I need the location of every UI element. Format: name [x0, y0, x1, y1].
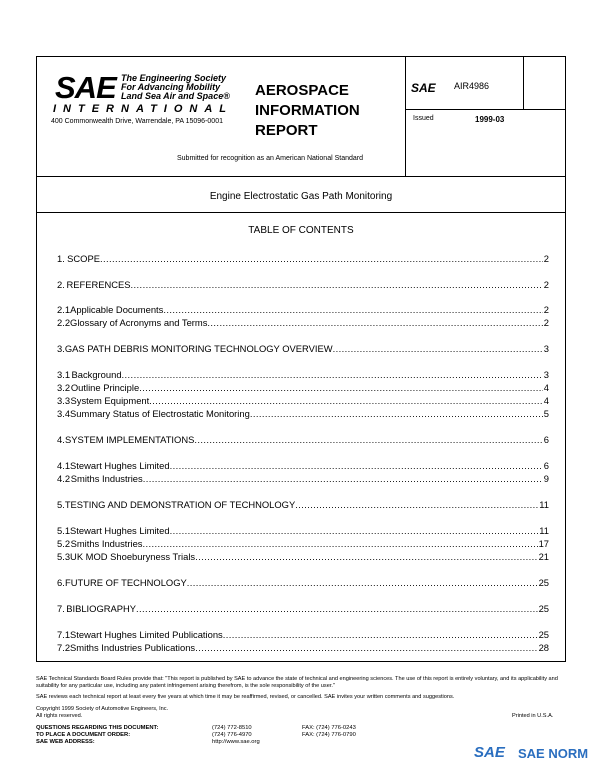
toc-entry[interactable]	[57, 551, 549, 562]
sae-logo: SAE	[55, 70, 116, 105]
toc-heading: TABLE OF CONTENTS	[248, 225, 354, 236]
toc-leader	[250, 408, 543, 419]
toc-entry[interactable]	[57, 253, 549, 264]
toc-number: 7.	[57, 603, 65, 614]
toc-page: 25	[538, 603, 549, 614]
toc-page: 11	[539, 499, 549, 510]
contact-fax: FAX: (724) 776-0243	[302, 725, 356, 731]
toc-title: FUTURE OF TECHNOLOGY	[65, 577, 187, 588]
toc-title: REFERENCES	[66, 279, 131, 290]
document-number: AIR4986	[454, 81, 490, 91]
toc-number: 3.	[57, 343, 65, 354]
divider	[405, 57, 406, 177]
toc-leader	[149, 395, 543, 406]
toc-number: 2.	[57, 279, 65, 290]
toc-title: Outline Principle	[70, 382, 140, 393]
toc-leader	[295, 499, 538, 510]
toc-leader	[122, 369, 543, 380]
toc-leader	[163, 304, 542, 315]
toc-title: Glossary of Acronyms and Terms	[70, 317, 208, 328]
toc-title: GAS PATH DEBRIS MONITORING TECHNOLOGY OVERVIEW	[64, 343, 333, 354]
toc-page: 9	[543, 473, 549, 484]
toc-leader	[170, 460, 543, 471]
contact-phone: (724) 776-4970	[212, 732, 252, 738]
toc-entry[interactable]	[57, 434, 549, 445]
toc-page: 3	[543, 369, 549, 380]
contact-label: TO PLACE A DOCUMENT ORDER:	[36, 732, 131, 738]
web-link[interactable]: http://www.sae.org	[212, 739, 260, 745]
toc-leader	[207, 317, 542, 328]
toc-entry[interactable]	[57, 629, 549, 640]
divider	[405, 109, 565, 110]
toc-page: 4	[543, 382, 549, 393]
toc-leader	[100, 253, 543, 264]
toc-title: System Equipment	[70, 395, 150, 406]
toc-title: Smiths Industries	[70, 473, 143, 484]
toc-entry[interactable]	[57, 642, 549, 653]
toc-leader	[143, 473, 543, 484]
toc-number: 5.3	[57, 551, 71, 562]
review-text: SAE reviews each technical report at least every five years at which time it may be reaffirmed, revised, or cancelled. SAE invites your written comments and suggestions.	[36, 694, 455, 700]
document-title: Engine Electrostatic Gas Path Monitoring	[209, 191, 393, 202]
toc-number: 3.1	[57, 369, 71, 380]
toc-number: 5.1	[57, 525, 71, 536]
toc-number: 3.4	[57, 408, 71, 419]
issued-label: Issued	[413, 115, 434, 122]
toc-leader	[223, 629, 538, 640]
toc-title: Smiths Industries	[70, 538, 143, 549]
title-box	[37, 177, 565, 213]
toc-page: 25	[538, 629, 549, 640]
toc-entry[interactable]	[57, 525, 549, 536]
toc-page: 4	[543, 395, 549, 406]
contact-phone: (724) 772-8510	[212, 725, 252, 731]
toc-page: 21	[538, 551, 549, 562]
toc-number: 3.3	[57, 395, 71, 406]
toc-leader	[136, 603, 538, 614]
toc-title: BIBLIOGRAPHY	[66, 603, 137, 614]
header-block	[37, 57, 565, 177]
contact-label: SAE WEB ADDRESS:	[36, 739, 95, 745]
toc-leader	[143, 538, 538, 549]
toc-entry[interactable]	[57, 603, 549, 614]
divider	[523, 57, 524, 109]
toc-page: 2	[543, 279, 549, 290]
tagline: The Engineering Society For Advancing Mobility Land Sea Air and Space®	[121, 73, 230, 101]
toc-leader	[194, 434, 542, 445]
toc-page: 2	[543, 304, 549, 315]
toc-title: TESTING AND DEMONSTRATION OF TECHNOLOGY	[64, 499, 296, 510]
international-label: INTERNATIONAL	[53, 103, 234, 115]
toc-number: 3.2	[57, 382, 71, 393]
toc-page: 28	[538, 642, 549, 653]
toc-leader	[170, 525, 539, 536]
toc-entry[interactable]	[57, 343, 549, 354]
contact-fax: FAX: (724) 776-0790	[302, 732, 356, 738]
submitted-note: Submitted for recognition as an American National Standard	[177, 155, 363, 162]
sae-small-logo: SAE	[411, 81, 436, 95]
toc-title: Smiths Industries Publications	[70, 642, 196, 653]
toc-page: 6	[543, 434, 549, 445]
issued-date: 1999-03	[475, 115, 505, 124]
printed-note: Printed in U.S.A.	[512, 713, 554, 719]
toc-page: 2	[543, 317, 549, 328]
toc-title: UK MOD Shoeburyness Trials	[70, 551, 196, 562]
address: 400 Commonwealth Drive, Warrendale, PA 15096-0001	[51, 118, 223, 125]
toc-number: 4.2	[57, 473, 71, 484]
toc-leader	[131, 279, 543, 290]
toc-title: SCOPE	[67, 253, 100, 264]
toc-title: Stewart Hughes Limited	[70, 460, 170, 471]
toc-title: Summary Status of Electrostatic Monitoring	[70, 408, 250, 419]
rights: All rights reserved.	[36, 713, 83, 719]
document-frame	[36, 56, 566, 662]
toc-entry[interactable]	[57, 304, 549, 315]
toc-entry[interactable]	[57, 279, 549, 290]
toc-title: Background	[71, 369, 122, 380]
toc-leader	[187, 577, 538, 588]
sae-norm-brand: SAE NORM	[518, 746, 589, 761]
toc-entry[interactable]	[57, 408, 549, 419]
toc-number: 6.	[57, 577, 65, 588]
toc-entry[interactable]	[57, 317, 549, 328]
contact-label: QUESTIONS REGARDING THIS DOCUMENT:	[36, 725, 159, 731]
toc-title: SYSTEM IMPLEMENTATIONS	[65, 434, 195, 445]
toc-entry[interactable]	[57, 369, 549, 380]
toc-number: 7.2	[57, 642, 71, 653]
document-type: AEROSPACE INFORMATION REPORT	[255, 82, 360, 139]
toc-title: Stewart Hughes Limited Publications	[70, 629, 223, 640]
toc-number: 5.2	[57, 538, 71, 549]
toc-number: 4.1	[57, 460, 71, 471]
toc-page: 25	[538, 577, 549, 588]
toc-number: 7.1	[57, 629, 71, 640]
toc-entry[interactable]	[57, 577, 549, 588]
toc-page: 5	[543, 408, 549, 419]
toc-number: 5.	[57, 499, 65, 510]
toc-entry[interactable]	[57, 460, 549, 471]
toc-page: 11	[539, 525, 549, 536]
toc-page: 17	[538, 538, 549, 549]
toc-number: 1.	[57, 253, 65, 264]
toc-title: Stewart Hughes Limited	[70, 525, 170, 536]
toc-leader	[333, 343, 543, 354]
toc-page: 6	[543, 460, 549, 471]
toc-number: 2.1	[57, 304, 71, 315]
policy-text: SAE Technical Standards Board Rules provide that: "This report is published by SAE to advance the state of technical and engineering sciences. The use of this report is entirely voluntary, and its applicability and suitability for any particular use, including any patent infringement arising therefrom, is the sole responsibility of the user."	[36, 676, 558, 689]
copyright: Copyright 1999 Society of Automotive Engineers, Inc.	[36, 706, 169, 712]
toc-entry[interactable]	[57, 538, 549, 549]
toc-entry[interactable]	[57, 499, 549, 510]
toc-entry[interactable]	[57, 473, 549, 484]
sae-norm-logo: SAE	[474, 744, 505, 761]
toc-page: 2	[543, 253, 549, 264]
toc-page: 3	[543, 343, 549, 354]
toc-entry[interactable]	[57, 382, 549, 393]
toc-leader	[139, 382, 543, 393]
toc-leader	[195, 642, 537, 653]
toc-number: 4.	[57, 434, 65, 445]
toc-number: 2.2	[57, 317, 71, 328]
toc-leader	[195, 551, 537, 562]
toc-title: Applicable Documents	[70, 304, 164, 315]
toc-entry[interactable]	[57, 395, 549, 406]
